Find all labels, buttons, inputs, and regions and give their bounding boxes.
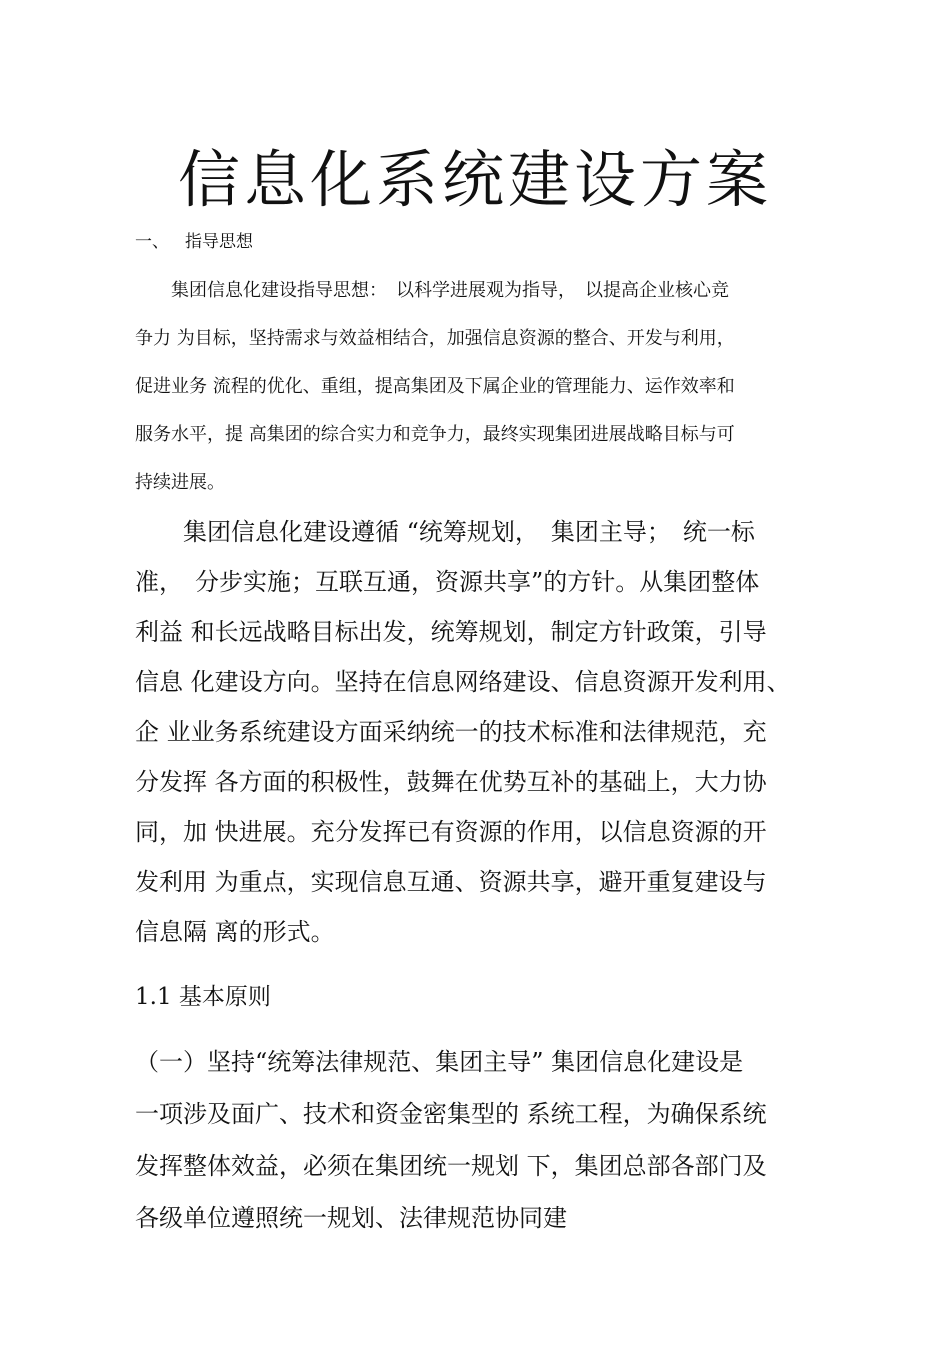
paragraph-line: 争力 为目标，坚持需求与效益相结合，加强信息资源的整合、开发与利用， [135,328,735,349]
paragraph-line: 集团信息化建设遵循 “统筹规划， 集团主导； 统一标 [135,518,755,546]
section-heading [135,230,253,254]
paragraph-line: 发挥整体效益，必须在集团统一规划 下，集团总部各部门及 [135,1152,767,1180]
paragraph-line: 一项涉及面广、技术和资金密集型的 系统工程，为确保系统 [135,1100,767,1128]
section-title: 指导思想 [185,232,253,252]
paragraph-line: 持续进展。 [135,472,225,493]
section-number: 一、 [135,232,169,252]
guiding-paragraph [135,277,825,517]
paragraph-line: 集团信息化建设指导思想： 以科学进展观为指导， 以提高企业核心竞 [135,280,729,301]
paragraph-line: 企 业业务系统建设方面采纳统一的技术标准和法律规范，充 [135,718,767,746]
paragraph-line: 各级单位遵照统一规划、法律规范协同建 [135,1204,567,1232]
paragraph-line: 发利用 为重点，实现信息互通、资源共享，避开重复建设与 [135,868,767,896]
principle-paragraph [135,1044,835,1252]
paragraph-line: （一）坚持“统筹法律规范、集团主导” 集团信息化建设是 [135,1048,744,1076]
paragraph-line: 信息隔 离的形式。 [135,918,335,946]
paragraph-line: 分发挥 各方面的积极性，鼓舞在优势互补的基础上，大力协 [135,768,767,796]
document-title: 信息化系统建设方案 [177,143,772,216]
paragraph-line: 信息 化建设方向。坚持在信息网络建设、信息资源开发利用、 [135,668,791,696]
subsection-heading: 1.1 基本原则 [135,984,271,1010]
paragraph-line: 促进业务 流程的优化、重组，提高集团及下属企业的管理能力、运作效率和 [135,376,735,397]
paragraph-line: 同，加 快进展。充分发挥已有资源的作用，以信息资源的开 [135,818,767,846]
policy-paragraph [135,514,835,964]
paragraph-line: 服务水平，提 高集团的综合实力和竞争力，最终实现集团进展战略目标与可 [135,424,735,445]
paragraph-line: 利益 和长远战略目标出发，统筹规划，制定方针政策，引导 [135,618,767,646]
paragraph-line: 准， 分步实施；互联互通，资源共享”的方针。从集团整体 [135,568,760,596]
